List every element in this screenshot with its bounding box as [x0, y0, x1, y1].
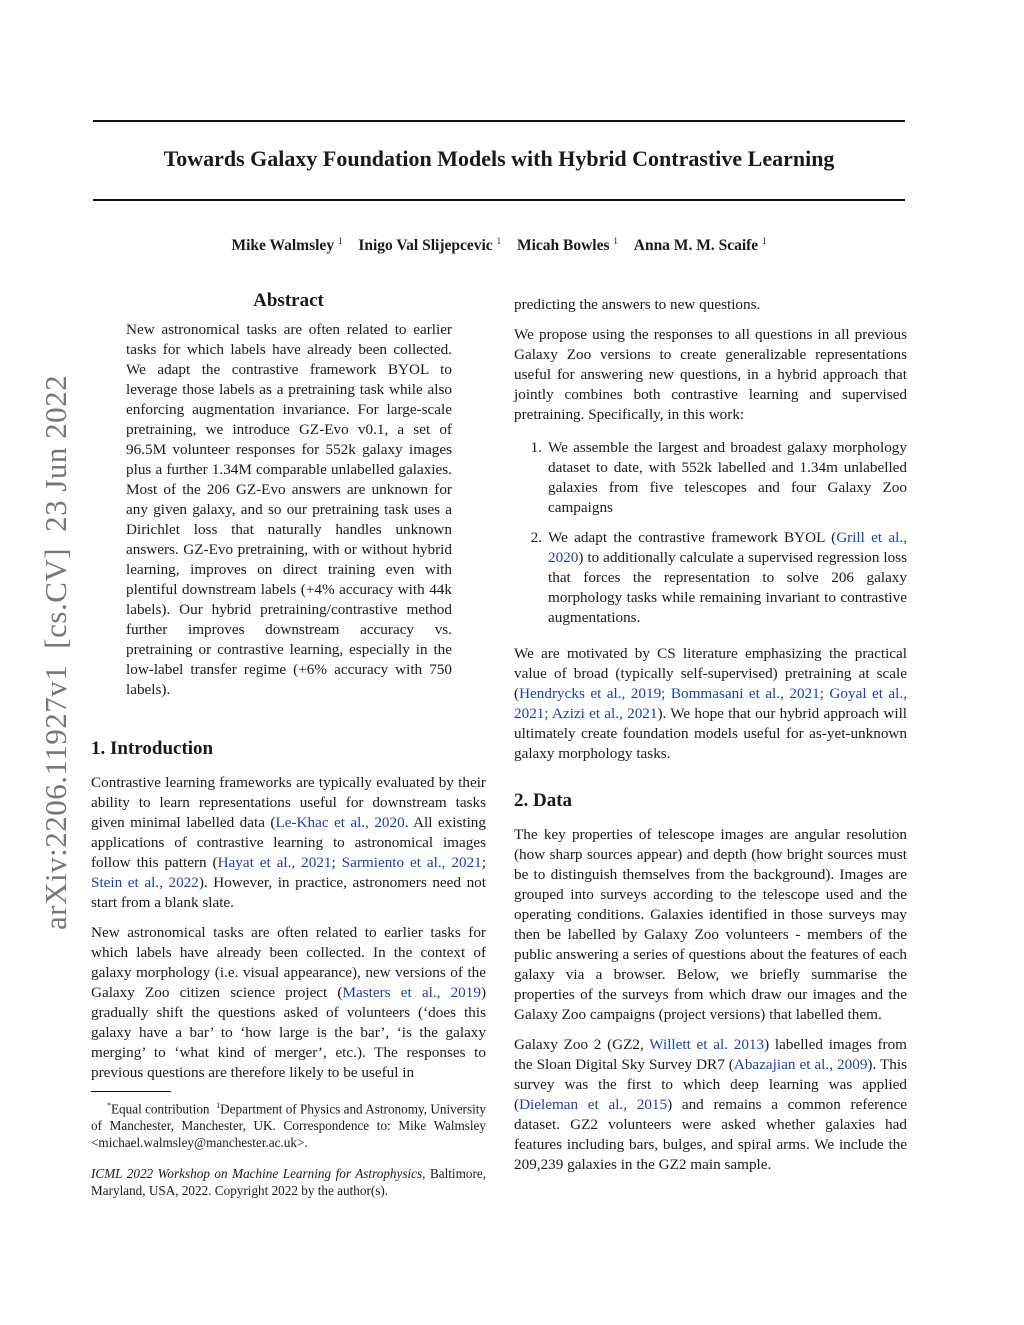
gz2-paragraph: Galaxy Zoo 2 (GZ2, Willett et al. 2013) labelled images from the Sloan Digital Sky Survey DR7 (Abazajian et al., 2009). This survey was the first to which deep learning was applied (Dieleman et al., 2015) and remains a common reference dataset. GZ2 volunteers were asked whether galaxies had features including bars, bulges, and spiral arms. We include the 209,239 galaxies in the GZ2 main sample. — [514, 1036, 908, 1173]
citation-link[interactable]: Masters et al., 2019 — [342, 984, 481, 1001]
title-rule-bottom — [93, 199, 905, 201]
paper-title: Towards Galaxy Foundation Models with Hybrid Contrastive Learning — [163, 146, 835, 171]
proposal-paragraph: We propose using the responses to all questions in all previous Galaxy Zoo versions to create generalizable representations useful for answering new questions, in a hybrid approach that jointly combines both contrastive learning and supervised pretraining. Specifically, in this work: — [514, 326, 907, 423]
data-paragraph: The key properties of telescope images are angular resolution (how sharp sources appear) and depth (how bright sources must be to distinguish themselves from the background). Images are grouped into surveys according to the telescope used and the operating conditions. Galaxies identified in those surveys may then be labelled by Galaxy Zoo volunteers - members of the public answering a series of questions about the features of each galaxy via a browser. Below, we briefly summarise the properties of the surveys from which draw our images and the Galaxy Zoo campaigns (project versions) that labelled them. — [514, 826, 907, 1023]
author: Inigo Val Slijepcevic $^1$ — [358, 236, 502, 255]
continued-text: predicting the answers to new questions. — [514, 296, 761, 313]
citation-link[interactable]: Stein et al., 2022 — [91, 874, 199, 891]
left-column — [91, 290, 486, 1199]
citation-link[interactable]: Sarmiento et al., 2021 — [341, 854, 482, 871]
intro-heading: 1. Introduction — [91, 738, 214, 759]
author: Mike Walmsley $^1$ — [231, 236, 343, 255]
citation-link[interactable]: Dieleman et al., 2015 — [519, 1096, 668, 1113]
citation-link[interactable]: Hayat et al., 2021 — [217, 854, 332, 871]
footnote-rule — [91, 1091, 171, 1092]
list-item: 2. We adapt the contrastive framework BYOL (Grill et al., 2020) to additionally calculate a supervised regression loss that forces the representation to solve 206 galaxy morphology tasks while remaining invariant to contrastive augmentations. — [530, 529, 907, 626]
motivation-paragraph: We are motivated by CS literature emphasizing the practical value of broad (typically self-supervised) pretraining at scale (Hendrycks et al., 2019; Bommasani et al., 2021; Goyal et al., 2021; Azizi et al., 2021). We hope that our hybrid approach will ultimately create foundation models useful for as-yet-unknown galaxy morphology tasks. — [514, 645, 908, 762]
author: Micah Bowles $^1$ — [516, 236, 618, 255]
author-list — [93, 236, 905, 255]
citation-link[interactable]: Le-Khac et al., 2020 — [275, 814, 405, 831]
arxiv-stamp: arXiv:2206.11927v1[cs.CV]23 Jun 2022 — [38, 374, 73, 930]
citation-link[interactable]: Grill et al., 2020 — [548, 529, 907, 566]
contribution-list — [514, 438, 907, 628]
citation-link[interactable]: Abazajian et al., 2009 — [733, 1056, 868, 1073]
citation-link[interactable]: Willett et al. 2013 — [649, 1036, 765, 1053]
footnote: *Equal contribution $^1$Department of Physics and Astronomy, University of Manchester, Manchester, UK. Correspondence to: Mike Walmsley <michael.walmsley@manchester.ac.uk>. — [91, 1101, 486, 1151]
right-column — [514, 295, 907, 1175]
author: Anna M. M. Scaife $^1$ — [633, 236, 767, 255]
abstract-heading: Abstract — [253, 290, 324, 311]
intro-paragraph-1: Contrastive learning frameworks are typically evaluated by their ability to learn representations useful for downstream tasks given minimal labelled data (Le-Khac et al., 2020. All existing applications of contrastive learning to astronomical images follow this pattern (Hayat et al., 2021; Sarmiento et al., 2021; Stein et al., 2022). However, in practice, astronomers need not start from a blank slate. — [91, 774, 486, 911]
citation-link[interactable]: Hendrycks et al., 2019; Bommasani et al., 2021; Goyal et al., 2021; Azizi et al., 2021 — [514, 685, 907, 722]
abstract-text: New astronomical tasks are often related to earlier tasks for which labels have already been collected. We adapt the contrastive framework BYOL to leverage those labels as a pretraining task while also enforcing augmentation invariance. For large-scale pretraining, we introduce GZ-Evo v0.1, a set of 96.5M volunteer responses for 552k galaxy images plus a further 1.34M comparable unlabelled galaxies. Most of the 206 GZ-Evo answers are unknown for any given galaxy, and so our pretraining task uses a Dirichlet loss that naturally handles unknown answers. GZ-Evo pretraining, with or without hybrid learning, improves on direct training even with plentiful downstream labels (+4% accuracy with 44k labels). Our hybrid pretraining/contrastive method further improves downstream accuracy vs. pretraining or contrastive learning, especially in the low-label transfer regime (+6% accuracy with 750 labels). — [126, 321, 452, 698]
data-heading: 2. Data — [514, 790, 573, 811]
list-item: 1. We assemble the largest and broadest galaxy morphology dataset to date, with 552k labelled and 1.34m unlabelled galaxies from five telescopes and four Galaxy Zoo campaigns — [530, 439, 907, 516]
venue-note: ICML 2022 Workshop on Machine Learning for Astrophysics, Baltimore, Maryland, USA, 2022. Copyright 2022 by the author(s). — [91, 1166, 486, 1199]
intro-paragraph-2: New astronomical tasks are often related to earlier tasks for which labels have already been collected. In the context of galaxy morphology (i.e. visual appearance), new versions of the Galaxy Zoo citizen science project (Masters et al., 2019) gradually shift the questions asked of volunteers (‘does this galaxy have a bar’ to ‘how large is the bar’, ‘is the galaxy merging’ to ‘what kind of merger’, etc.). The responses to previous questions are therefore likely to be useful in — [91, 924, 486, 1081]
title-rule-top — [93, 120, 905, 122]
